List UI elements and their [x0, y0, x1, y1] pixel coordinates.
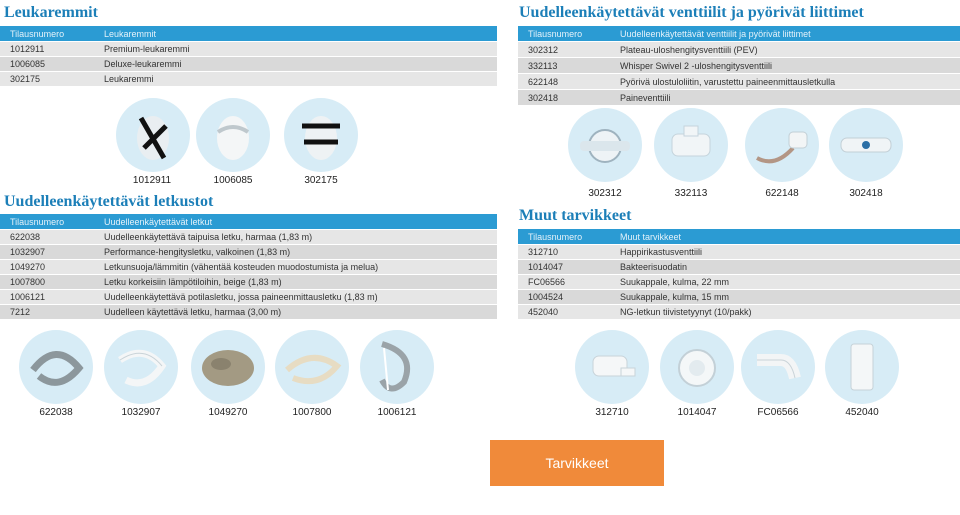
product-name: Uudelleen käytettävä letku, harmaa (3,00 m) [104, 307, 282, 317]
coiled-tube-icon [104, 330, 178, 404]
order-number: FC06566 [528, 277, 566, 287]
product-name: Uudelleenkäytettävä taipuisa letku, harmaa (1,83 m) [104, 232, 313, 242]
order-number: 302175 [10, 74, 41, 84]
product-name: Letkunsuoja/lämmitin (vähentää kosteuden muodostumista ja melua) [104, 262, 379, 272]
table-row [518, 274, 960, 289]
order-number: 622038 [10, 232, 41, 242]
product-name: Uudelleenkäytettävä potilasletku, jossa paineenmittausletku (1,83 m) [104, 292, 378, 302]
product-name: Bakteerisuodatin [620, 262, 688, 272]
order-number: 1004524 [528, 292, 564, 302]
product-name: Letku korkeisiin lämpötiloihin, beige (1,83 m) [104, 277, 282, 287]
product-name: Performance-hengitysletku, valkoinen (1,83 m) [104, 247, 291, 257]
tubes-table [0, 214, 497, 319]
column-header-order-number: Tilausnumero [528, 231, 583, 242]
coiled-tube-icon [275, 330, 349, 404]
valves-title: Uudelleenkäytettävät venttiilit ja pyörivät liittimet [519, 4, 864, 21]
table-header [0, 214, 497, 229]
table-row [518, 259, 960, 274]
product-code-label: 1006085 [213, 175, 253, 186]
table-header [518, 26, 960, 41]
straps-title: Leukaremmit [4, 4, 98, 21]
chinstrap-head-icon [196, 98, 270, 172]
table-row [0, 259, 497, 274]
column-header-product: Leukaremmit [104, 28, 157, 39]
table-row [518, 57, 960, 73]
table-row [518, 289, 960, 304]
order-number: 7212 [10, 307, 31, 317]
product-code-label: 452040 [845, 407, 879, 418]
product-code-label: 622038 [39, 407, 73, 418]
table-row [518, 41, 960, 57]
order-number: 302312 [528, 44, 559, 55]
order-number: 1049270 [10, 262, 46, 272]
product-code-label: 1049270 [208, 407, 248, 418]
table-row [0, 244, 497, 259]
product-code-label: 302175 [304, 175, 338, 186]
order-number: 312710 [528, 247, 559, 257]
order-number: 1012911 [10, 44, 45, 54]
product-name: Suukappale, kulma, 22 mm [620, 277, 730, 287]
column-header-product: Uudelleenkäytettävät letkut [104, 216, 213, 227]
product-name: Plateau-uloshengitysventtiili (PEV) [620, 44, 758, 55]
order-number: 452040 [528, 307, 559, 317]
product-code-label: 1007800 [292, 407, 332, 418]
product-name: Suukappale, kulma, 15 mm [620, 292, 730, 302]
product-name: Deluxe-leukaremmi [104, 59, 182, 69]
product-code-label: 302418 [849, 188, 883, 199]
product-code-label: 302312 [588, 188, 622, 199]
product-name: Pyörivä ulostuloliitin, varustettu paineenmittausletkulla [620, 76, 836, 87]
product-code-label: 1014047 [677, 407, 717, 418]
order-number: 1014047 [528, 262, 564, 272]
product-code-label: 622148 [765, 188, 799, 199]
oxygen-valve-icon [575, 330, 649, 404]
column-header-order-number: Tilausnumero [528, 28, 583, 39]
chinstrap-head-icon [284, 98, 358, 172]
table-row [0, 56, 497, 71]
misc-table [518, 229, 960, 319]
product-code-label: 332113 [674, 188, 708, 199]
product-name: Premium-leukaremmi [104, 44, 190, 54]
straps-table [0, 26, 497, 86]
column-header-product: Uudelleenkäytettävät venttiilit ja pyörivät liittimet [620, 28, 811, 39]
order-number: 1032907 [10, 247, 46, 257]
sleeve-pad-icon [825, 330, 899, 404]
column-header-order-number: Tilausnumero [10, 216, 65, 227]
column-header-product: Muut tarvikkeet [620, 231, 682, 242]
table-row [518, 73, 960, 89]
product-code-label: 1032907 [121, 407, 161, 418]
table-row [518, 244, 960, 259]
coiled-tube-icon [360, 330, 434, 404]
order-number: 1006121 [10, 292, 46, 302]
column-header-order-number: Tilausnumero [10, 28, 65, 39]
order-number: 1007800 [10, 277, 46, 287]
exhalation-valve-icon [568, 108, 642, 182]
product-name: Leukaremmi [104, 74, 154, 84]
table-row [0, 229, 497, 244]
table-row [0, 71, 497, 86]
order-number: 1006085 [10, 59, 46, 69]
order-number: 332113 [528, 60, 558, 71]
table-row [0, 304, 497, 319]
table-row [0, 41, 497, 56]
product-name: Happirikastusventtiili [620, 247, 703, 257]
product-name: Whisper Swivel 2 -uloshengitysventtiili [620, 60, 773, 71]
product-code-label: 312710 [595, 407, 629, 418]
tubes-title: Uudelleenkäytettävät letkustot [4, 193, 214, 210]
order-number: 302418 [528, 92, 559, 103]
accessories-tab[interactable] [490, 440, 664, 486]
accessories-tab-label: Tarvikkeet [545, 455, 609, 471]
pressure-valve-icon [829, 108, 903, 182]
misc-title: Muut tarvikkeet [519, 207, 632, 224]
table-row [0, 289, 497, 304]
bacteria-filter-icon [660, 330, 734, 404]
table-header [0, 26, 497, 41]
pressure-tube-connector-icon [745, 108, 819, 182]
swivel-connector-icon [654, 108, 728, 182]
valves-table [518, 26, 960, 105]
table-row [0, 274, 497, 289]
coiled-tube-icon [19, 330, 93, 404]
product-code-label: 1006121 [377, 407, 417, 418]
order-number: 622148 [528, 76, 559, 87]
table-row [518, 89, 960, 105]
mouthpiece-icon [741, 330, 815, 404]
product-name: Paineventtiili [620, 92, 671, 103]
tube-sleeve-icon [191, 330, 265, 404]
product-code-label: 1012911 [132, 175, 172, 186]
product-code-label: FC06566 [757, 407, 799, 418]
table-row [518, 304, 960, 319]
product-name: NG-letkun tiivistetyynyt (10/pakk) [620, 307, 752, 317]
table-header [518, 229, 960, 244]
chinstrap-head-icon [116, 98, 190, 172]
